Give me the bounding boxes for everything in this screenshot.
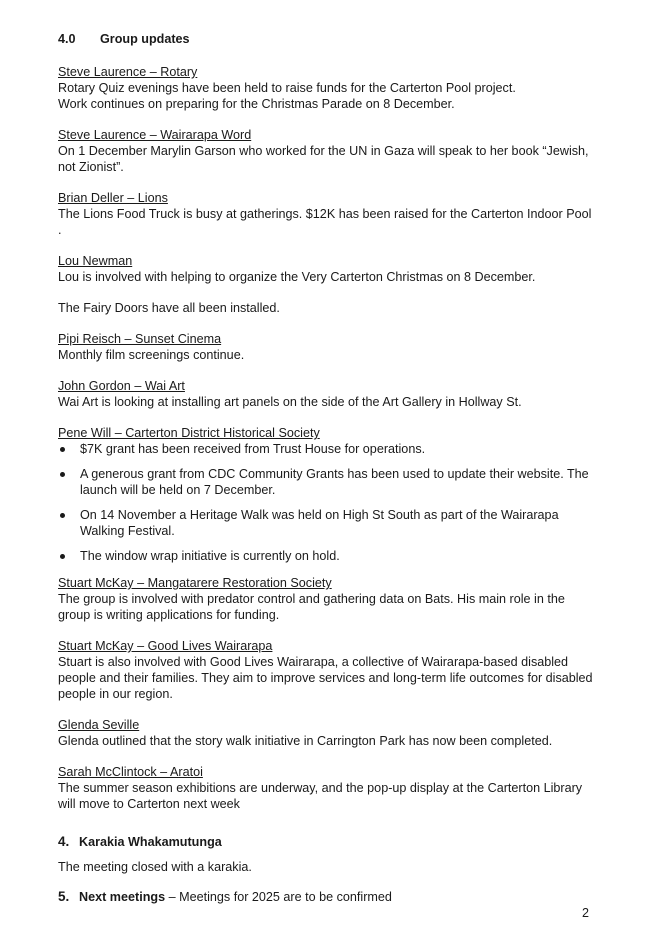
section-number: 4.0 (58, 32, 76, 46)
bullet-item: The window wrap initiative is currently on hold. (58, 548, 598, 564)
update-text: The group is involved with predator control and gathering data on Bats. His main role in the group is writing applications for funding. (58, 592, 565, 622)
update-section (58, 378, 598, 410)
section-heading (58, 31, 598, 47)
update-title: John Gordon – Wai Art (58, 379, 185, 393)
bullet-item: $7K grant has been received from Trust House for operations. (58, 441, 598, 457)
update-section (58, 575, 598, 623)
group-updates-continued (58, 575, 598, 812)
update-text: On 1 December Marylin Garson who worked for the UN in Gaza will speak to her book “Jewish, not Zionist”. (58, 144, 589, 174)
update-section (58, 300, 598, 316)
update-historical-society (58, 425, 598, 564)
update-text: Wai Art is looking at installing art panels on the side of the Art Gallery in Hollway St. (58, 395, 522, 409)
next-meetings (58, 889, 598, 905)
update-section (58, 638, 598, 702)
karakia-text: The meeting closed with a karakia. (58, 860, 252, 874)
bullet-list (58, 441, 598, 564)
bullet-item: A generous grant from CDC Community Grants has been used to update their website. The launch will be held on 7 December. (58, 466, 598, 498)
karakia-title: Karakia Whakamutunga (79, 835, 222, 849)
update-text: The Lions Food Truck is busy at gatherings. $12K has been raised for the Carterton Indoor Pool . (58, 207, 592, 237)
update-section (58, 717, 598, 749)
update-title: Pene Will – Carterton District Historical Society (58, 426, 320, 440)
next-text: – Meetings for 2025 are to be confirmed (165, 890, 392, 904)
update-text: Monthly film screenings continue. (58, 348, 245, 362)
bullet-item: On 14 November a Heritage Walk was held on High St South as part of the Wairarapa Walking Festival. (58, 507, 598, 539)
update-text: Lou is involved with helping to organize the Very Carterton Christmas on 8 December. (58, 270, 536, 284)
group-updates (58, 64, 598, 410)
section-title: Group updates (100, 32, 190, 46)
next-number: 5. (58, 889, 70, 904)
update-text: Work continues on preparing for the Christmas Parade on 8 December. (58, 97, 455, 111)
update-section (58, 253, 598, 285)
update-section (58, 64, 598, 112)
update-section (58, 190, 598, 238)
page-number: 2 (581, 906, 589, 920)
update-text: Glenda outlined that the story walk initiative in Carrington Park has now been completed. (58, 734, 553, 748)
karakia-number: 4. (58, 834, 70, 849)
update-text: Stuart is also involved with Good Lives Wairarapa, a collective of Wairarapa-based disabled people and their families. They aim to improve services and long-term life outcomes for disabled people in our region. (58, 655, 593, 701)
update-text: The Fairy Doors have all been installed. (58, 301, 280, 315)
karakia-heading (58, 834, 598, 850)
update-section (58, 764, 598, 812)
update-title: Pipi Reisch – Sunset Cinema (58, 332, 222, 346)
update-title: Stuart McKay – Mangatarere Restoration Society (58, 576, 332, 590)
update-section (58, 331, 598, 363)
update-title: Sarah McClintock – Aratoi (58, 765, 203, 779)
update-title: Steve Laurence – Rotary (58, 65, 198, 79)
update-title: Lou Newman (58, 254, 133, 268)
update-text: Rotary Quiz evenings have been held to raise funds for the Carterton Pool project. (58, 81, 516, 95)
update-text: The summer season exhibitions are underway, and the pop-up display at the Carterton Library will move to Carterton next week (58, 781, 583, 811)
update-title: Glenda Seville (58, 718, 140, 732)
document-page (58, 31, 598, 914)
update-section (58, 127, 598, 175)
update-title: Steve Laurence – Wairarapa Word (58, 128, 252, 142)
next-title: Next meetings (79, 890, 166, 904)
update-title: Brian Deller – Lions (58, 191, 168, 205)
update-title: Stuart McKay – Good Lives Wairarapa (58, 639, 273, 653)
